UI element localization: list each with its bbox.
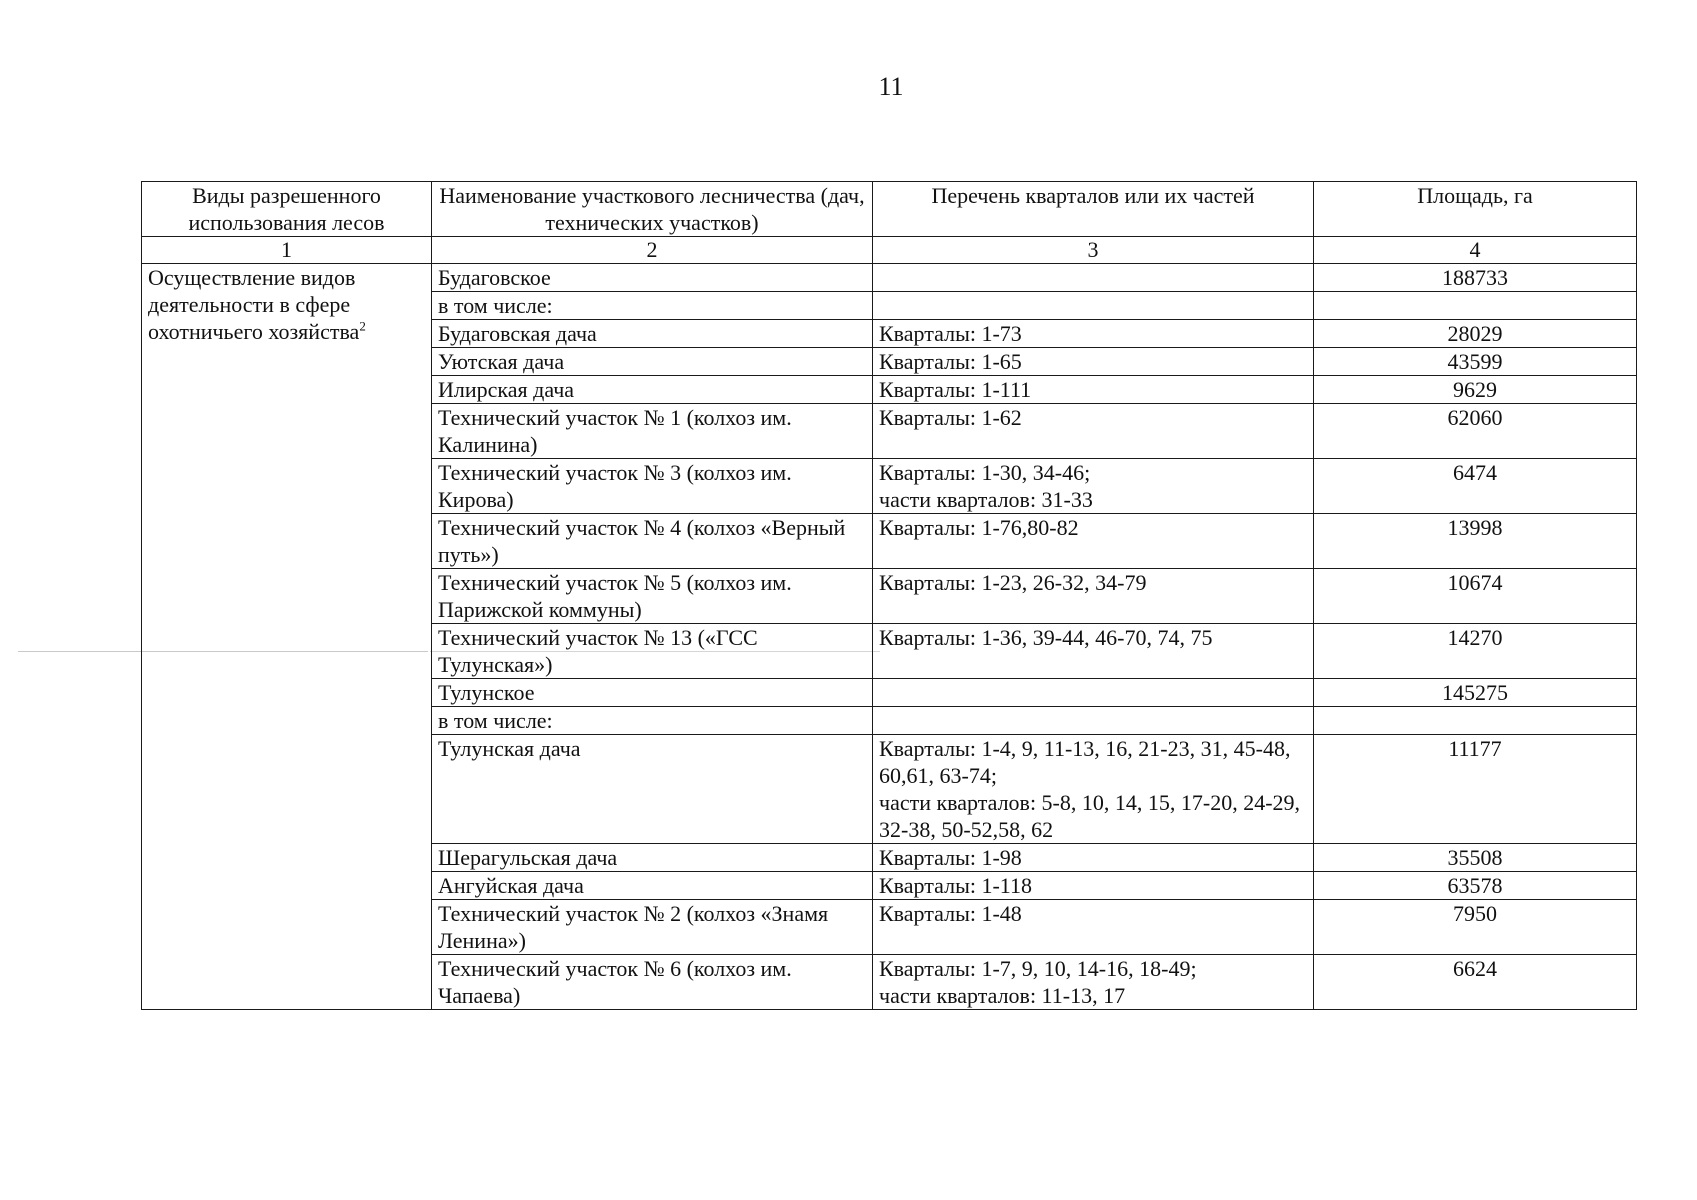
quarters-parts-line: части кварталов: 11-13, 17: [879, 983, 1126, 1008]
area-cell: 63578: [1314, 872, 1637, 900]
area-cell: 11177: [1314, 735, 1637, 844]
quarters-cell: [873, 955, 1314, 1010]
use-type-text: Осуществление видов деятельности в сфере охотничьего хозяйства: [148, 265, 360, 344]
area-cell: [1314, 707, 1637, 735]
area-cell: 188733: [1314, 264, 1637, 292]
area-cell: 13998: [1314, 514, 1637, 569]
quarters-cell: Кварталы: 1-118: [873, 872, 1314, 900]
forestry-name-cell: Тулунское: [432, 679, 873, 707]
quarters-line: Кварталы: 1-7, 9, 10, 14-16, 18-49;: [879, 956, 1197, 981]
quarters-line: Кварталы: 1-4, 9, 11-13, 16, 21-23, 31, 45-48, 60,61, 63-74;: [879, 736, 1291, 788]
area-cell: 9629: [1314, 376, 1637, 404]
quarters-cell: Кварталы: 1-73: [873, 320, 1314, 348]
forestry-name-cell: в том числе:: [432, 292, 873, 320]
page-number: 11: [878, 72, 904, 101]
forestry-name-cell: Технический участок № 2 (колхоз «Знамя Ленина»): [432, 900, 873, 955]
quarters-line: Кварталы: 1-30, 34-46;: [879, 460, 1091, 485]
forestry-name-cell: Будаговская дача: [432, 320, 873, 348]
area-cell: 62060: [1314, 404, 1637, 459]
quarters-cell: Кварталы: 1-111: [873, 376, 1314, 404]
area-cell: 43599: [1314, 348, 1637, 376]
forest-use-table: [141, 181, 1637, 1010]
forestry-name-cell: Будаговское: [432, 264, 873, 292]
forestry-name-cell: Технический участок № 13 («ГСС Тулунская»): [432, 624, 873, 679]
area-cell: 6474: [1314, 459, 1637, 514]
forestry-name-cell: Уютская дача: [432, 348, 873, 376]
quarters-cell: Кварталы: 1-36, 39-44, 46-70, 74, 75: [873, 624, 1314, 679]
forestry-name-cell: Технический участок № 3 (колхоз им. Кирова): [432, 459, 873, 514]
header-use-type: Виды разрешенного использования лесов: [142, 182, 432, 237]
quarters-cell: [873, 292, 1314, 320]
quarters-cell: Кварталы: 1-48: [873, 900, 1314, 955]
table-header-row: [142, 182, 1637, 237]
use-type-cell: [142, 264, 432, 1010]
forestry-name-cell: Технический участок № 4 (колхоз «Верный путь»): [432, 514, 873, 569]
header-area: Площадь, га: [1314, 182, 1637, 237]
footnote-marker: 2: [359, 318, 366, 334]
area-cell: 145275: [1314, 679, 1637, 707]
area-cell: 14270: [1314, 624, 1637, 679]
quarters-cell: Кварталы: 1-98: [873, 844, 1314, 872]
column-number-row: [142, 237, 1637, 264]
table-row: [142, 264, 1637, 292]
quarters-cell: Кварталы: 1-62: [873, 404, 1314, 459]
header-forestry-name: Наименование участкового лесничества (дач, технических участков): [432, 182, 873, 237]
column-number: 1: [142, 237, 432, 264]
forestry-name-cell: Технический участок № 1 (колхоз им. Калинина): [432, 404, 873, 459]
header-quarters-list: Перечень кварталов или их частей: [873, 182, 1314, 237]
area-cell: [1314, 292, 1637, 320]
forestry-name-cell: Ангуйская дача: [432, 872, 873, 900]
area-cell: 28029: [1314, 320, 1637, 348]
forestry-name-cell: Илирская дача: [432, 376, 873, 404]
forestry-name-cell: Шерагульская дача: [432, 844, 873, 872]
quarters-cell: [873, 679, 1314, 707]
quarters-cell: [873, 459, 1314, 514]
forestry-name-cell: Технический участок № 5 (колхоз им. Парижской коммуны): [432, 569, 873, 624]
forestry-name-cell: Тулунская дача: [432, 735, 873, 844]
area-cell: 6624: [1314, 955, 1637, 1010]
quarters-cell: [873, 735, 1314, 844]
quarters-cell: Кварталы: 1-65: [873, 348, 1314, 376]
quarters-cell: [873, 264, 1314, 292]
quarters-cell: Кварталы: 1-76,80-82: [873, 514, 1314, 569]
quarters-cell: Кварталы: 1-23, 26-32, 34-79: [873, 569, 1314, 624]
area-cell: 7950: [1314, 900, 1637, 955]
column-number: 4: [1314, 237, 1637, 264]
area-cell: 10674: [1314, 569, 1637, 624]
forestry-name-cell: Технический участок № 6 (колхоз им. Чапаева): [432, 955, 873, 1010]
column-number: 3: [873, 237, 1314, 264]
forestry-name-cell: в том числе:: [432, 707, 873, 735]
quarters-cell: [873, 707, 1314, 735]
column-number: 2: [432, 237, 873, 264]
quarters-parts-line: части кварталов: 31-33: [879, 487, 1093, 512]
quarters-parts-line: части кварталов: 5-8, 10, 14, 15, 17-20, 24-29, 32-38, 50-52,58, 62: [879, 790, 1301, 842]
area-cell: 35508: [1314, 844, 1637, 872]
